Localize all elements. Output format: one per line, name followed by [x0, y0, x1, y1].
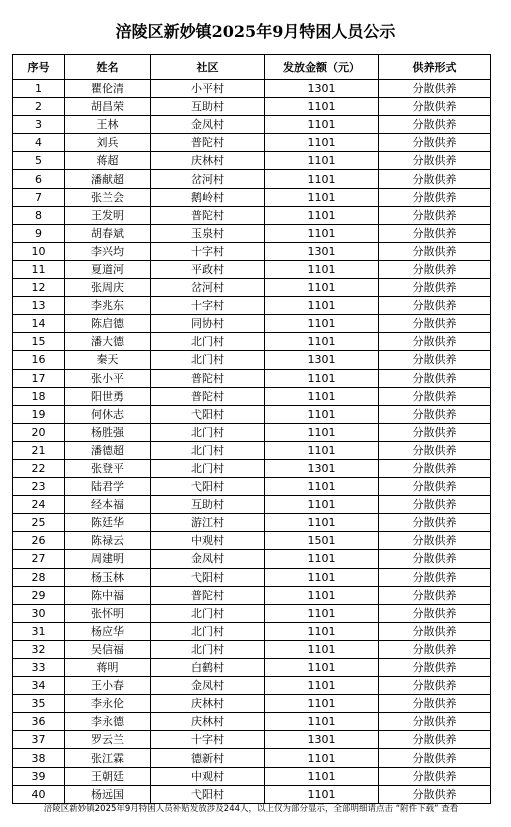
- cell-name: 陆君学: [65, 478, 151, 496]
- cell-support-type: 分散供养: [379, 152, 491, 170]
- cell-amount: 1301: [265, 80, 379, 98]
- cell-community: 庆林村: [151, 713, 265, 731]
- cell-amount: 1101: [265, 785, 379, 803]
- cell-amount: 1501: [265, 532, 379, 550]
- cell-community: 弋阳村: [151, 568, 265, 586]
- cell-name: 刘兵: [65, 134, 151, 152]
- cell-index: 22: [13, 459, 65, 477]
- cell-amount: 1101: [265, 695, 379, 713]
- cell-support-type: 分散供养: [379, 640, 491, 658]
- table-row: [13, 659, 491, 677]
- table-row: [13, 134, 491, 152]
- cell-support-type: 分散供养: [379, 98, 491, 116]
- cell-name: 陈中福: [65, 586, 151, 604]
- cell-support-type: 分散供养: [379, 80, 491, 98]
- cell-amount: 1101: [265, 677, 379, 695]
- cell-amount: 1101: [265, 152, 379, 170]
- cell-support-type: 分散供养: [379, 279, 491, 297]
- cell-community: 岔河村: [151, 170, 265, 188]
- cell-support-type: 分散供养: [379, 297, 491, 315]
- cell-index: 25: [13, 514, 65, 532]
- table-row: [13, 405, 491, 423]
- cell-name: 吴信福: [65, 640, 151, 658]
- cell-index: 33: [13, 659, 65, 677]
- table-row: [13, 441, 491, 459]
- cell-name: 张兰会: [65, 188, 151, 206]
- cell-support-type: 分散供养: [379, 260, 491, 278]
- table-row: [13, 423, 491, 441]
- cell-index: 3: [13, 116, 65, 134]
- cell-support-type: 分散供养: [379, 224, 491, 242]
- cell-index: 5: [13, 152, 65, 170]
- table-row: [13, 514, 491, 532]
- cell-amount: 1101: [265, 640, 379, 658]
- cell-amount: 1101: [265, 405, 379, 423]
- cell-name: 杨远国: [65, 785, 151, 803]
- cell-name: 张怀明: [65, 604, 151, 622]
- cell-community: 普陀村: [151, 369, 265, 387]
- cell-support-type: 分散供养: [379, 116, 491, 134]
- cell-index: 17: [13, 369, 65, 387]
- table-row: [13, 387, 491, 405]
- cell-index: 40: [13, 785, 65, 803]
- cell-amount: 1101: [265, 170, 379, 188]
- cell-name: 王小春: [65, 677, 151, 695]
- cell-name: 蒋超: [65, 152, 151, 170]
- cell-index: 8: [13, 206, 65, 224]
- cell-name: 张小平: [65, 369, 151, 387]
- cell-community: 庆林村: [151, 152, 265, 170]
- table-row: [13, 170, 491, 188]
- cell-community: 十字村: [151, 297, 265, 315]
- cell-community: 北门村: [151, 604, 265, 622]
- table-row: [13, 550, 491, 568]
- cell-index: 9: [13, 224, 65, 242]
- table-row: [13, 98, 491, 116]
- cell-support-type: 分散供养: [379, 622, 491, 640]
- cell-support-type: 分散供养: [379, 677, 491, 695]
- cell-name: 陈禄云: [65, 532, 151, 550]
- cell-index: 23: [13, 478, 65, 496]
- table-row: [13, 749, 491, 767]
- cell-amount: 1101: [265, 568, 379, 586]
- cell-community: 互助村: [151, 98, 265, 116]
- cell-index: 35: [13, 695, 65, 713]
- table-row: [13, 188, 491, 206]
- cell-index: 12: [13, 279, 65, 297]
- table-row: [13, 731, 491, 749]
- cell-amount: 1101: [265, 297, 379, 315]
- cell-community: 金凤村: [151, 677, 265, 695]
- header-row: [13, 55, 491, 80]
- cell-support-type: 分散供养: [379, 659, 491, 677]
- cell-support-type: 分散供养: [379, 134, 491, 152]
- cell-community: 普陀村: [151, 206, 265, 224]
- cell-name: 张周庆: [65, 279, 151, 297]
- cell-support-type: 分散供养: [379, 459, 491, 477]
- cell-support-type: 分散供养: [379, 170, 491, 188]
- cell-amount: 1101: [265, 260, 379, 278]
- table-row: [13, 242, 491, 260]
- cell-index: 39: [13, 767, 65, 785]
- cell-name: 杨应华: [65, 622, 151, 640]
- table-body: [13, 80, 491, 804]
- cell-community: 十字村: [151, 731, 265, 749]
- cell-index: 38: [13, 749, 65, 767]
- cell-support-type: 分散供养: [379, 369, 491, 387]
- cell-amount: 1301: [265, 242, 379, 260]
- cell-community: 北门村: [151, 459, 265, 477]
- cell-community: 金凤村: [151, 116, 265, 134]
- table-row: [13, 351, 491, 369]
- cell-support-type: 分散供养: [379, 604, 491, 622]
- cell-community: 普陀村: [151, 134, 265, 152]
- cell-index: 21: [13, 441, 65, 459]
- cell-amount: 1101: [265, 98, 379, 116]
- cell-name: 杨玉林: [65, 568, 151, 586]
- cell-amount: 1101: [265, 134, 379, 152]
- cell-community: 北门村: [151, 622, 265, 640]
- cell-name: 阳世勇: [65, 387, 151, 405]
- cell-name: 何休志: [65, 405, 151, 423]
- cell-amount: 1101: [265, 224, 379, 242]
- cell-community: 白鹤村: [151, 659, 265, 677]
- col-header-support-type: 供养形式: [379, 55, 491, 80]
- cell-amount: 1101: [265, 749, 379, 767]
- cell-support-type: 分散供养: [379, 532, 491, 550]
- cell-community: 北门村: [151, 423, 265, 441]
- cell-index: 24: [13, 496, 65, 514]
- cell-name: 瞿伦清: [65, 80, 151, 98]
- cell-amount: 1101: [265, 586, 379, 604]
- cell-index: 26: [13, 532, 65, 550]
- cell-amount: 1301: [265, 351, 379, 369]
- cell-community: 鹅岭村: [151, 188, 265, 206]
- table-row: [13, 260, 491, 278]
- cell-community: 北门村: [151, 333, 265, 351]
- cell-amount: 1101: [265, 713, 379, 731]
- cell-amount: 1101: [265, 315, 379, 333]
- cell-index: 6: [13, 170, 65, 188]
- cell-index: 4: [13, 134, 65, 152]
- cell-name: 胡春斌: [65, 224, 151, 242]
- cell-community: 普陀村: [151, 387, 265, 405]
- table-row: [13, 767, 491, 785]
- table-row: [13, 315, 491, 333]
- footnote: 涪陵区新妙镇2025年9月特困人员补贴发放涉及244人，以上仅为部分显示，全部明细请点击 “附件下载” 查看: [43, 804, 459, 814]
- table-row: [13, 224, 491, 242]
- cell-index: 36: [13, 713, 65, 731]
- table-header: [13, 55, 491, 80]
- cell-index: 37: [13, 731, 65, 749]
- cell-name: 罗云兰: [65, 731, 151, 749]
- cell-community: 平政村: [151, 260, 265, 278]
- table-row: [13, 279, 491, 297]
- cell-index: 7: [13, 188, 65, 206]
- cell-support-type: 分散供养: [379, 405, 491, 423]
- table-row: [13, 459, 491, 477]
- table-row: [13, 116, 491, 134]
- cell-name: 李兆东: [65, 297, 151, 315]
- cell-support-type: 分散供养: [379, 713, 491, 731]
- cell-support-type: 分散供养: [379, 695, 491, 713]
- cell-amount: 1101: [265, 279, 379, 297]
- cell-community: 十字村: [151, 242, 265, 260]
- cell-community: 互助村: [151, 496, 265, 514]
- cell-name: 李兴均: [65, 242, 151, 260]
- cell-amount: 1101: [265, 441, 379, 459]
- cell-community: 同协村: [151, 315, 265, 333]
- cell-amount: 1101: [265, 206, 379, 224]
- cell-index: 27: [13, 550, 65, 568]
- cell-amount: 1101: [265, 478, 379, 496]
- cell-community: 中观村: [151, 767, 265, 785]
- cell-amount: 1101: [265, 188, 379, 206]
- cell-name: 王林: [65, 116, 151, 134]
- cell-amount: 1101: [265, 659, 379, 677]
- table-row: [13, 713, 491, 731]
- cell-support-type: 分散供养: [379, 315, 491, 333]
- cell-name: 潘德超: [65, 441, 151, 459]
- cell-name: 夏道河: [65, 260, 151, 278]
- cell-community: 中观村: [151, 532, 265, 550]
- cell-name: 李永伦: [65, 695, 151, 713]
- cell-amount: 1101: [265, 496, 379, 514]
- cell-community: 北门村: [151, 640, 265, 658]
- cell-amount: 1101: [265, 767, 379, 785]
- cell-community: 弋阳村: [151, 785, 265, 803]
- cell-support-type: 分散供养: [379, 514, 491, 532]
- table-row: [13, 622, 491, 640]
- cell-support-type: 分散供养: [379, 188, 491, 206]
- cell-name: 王发明: [65, 206, 151, 224]
- cell-name: 陈廷华: [65, 514, 151, 532]
- cell-support-type: 分散供养: [379, 496, 491, 514]
- cell-index: 20: [13, 423, 65, 441]
- cell-support-type: 分散供养: [379, 423, 491, 441]
- table-row: [13, 677, 491, 695]
- cell-community: 庆林村: [151, 695, 265, 713]
- cell-name: 潘大德: [65, 333, 151, 351]
- cell-community: 玉泉村: [151, 224, 265, 242]
- cell-support-type: 分散供养: [379, 333, 491, 351]
- cell-name: 杨胜强: [65, 423, 151, 441]
- cell-index: 11: [13, 260, 65, 278]
- cell-index: 10: [13, 242, 65, 260]
- cell-name: 张登平: [65, 459, 151, 477]
- table-row: [13, 152, 491, 170]
- cell-amount: 1101: [265, 333, 379, 351]
- col-header-community: 社区: [151, 55, 265, 80]
- col-header-name: 姓名: [65, 55, 151, 80]
- table-row: [13, 568, 491, 586]
- cell-support-type: 分散供养: [379, 586, 491, 604]
- cell-index: 29: [13, 586, 65, 604]
- cell-community: 弋阳村: [151, 478, 265, 496]
- cell-amount: 1301: [265, 731, 379, 749]
- table-row: [13, 206, 491, 224]
- cell-index: 32: [13, 640, 65, 658]
- cell-support-type: 分散供养: [379, 387, 491, 405]
- cell-support-type: 分散供养: [379, 731, 491, 749]
- cell-support-type: 分散供养: [379, 550, 491, 568]
- cell-community: 弋阳村: [151, 405, 265, 423]
- recipients-table: [12, 54, 491, 804]
- table-row: [13, 640, 491, 658]
- cell-name: 经本福: [65, 496, 151, 514]
- table-row: [13, 80, 491, 98]
- cell-community: 普陀村: [151, 586, 265, 604]
- cell-name: 张江霖: [65, 749, 151, 767]
- cell-amount: 1101: [265, 116, 379, 134]
- cell-name: 秦天: [65, 351, 151, 369]
- col-header-index: 序号: [13, 55, 65, 80]
- cell-index: 28: [13, 568, 65, 586]
- cell-name: 胡昌荣: [65, 98, 151, 116]
- cell-name: 蒋明: [65, 659, 151, 677]
- table-row: [13, 478, 491, 496]
- cell-support-type: 分散供养: [379, 767, 491, 785]
- table-row: [13, 695, 491, 713]
- cell-support-type: 分散供养: [379, 441, 491, 459]
- cell-name: 李永德: [65, 713, 151, 731]
- cell-support-type: 分散供养: [379, 478, 491, 496]
- cell-support-type: 分散供养: [379, 206, 491, 224]
- cell-name: 潘献超: [65, 170, 151, 188]
- cell-community: 游江村: [151, 514, 265, 532]
- cell-community: 北门村: [151, 441, 265, 459]
- table-row: [13, 604, 491, 622]
- cell-support-type: 分散供养: [379, 568, 491, 586]
- table-row: [13, 586, 491, 604]
- page-title: 涪陵区新妙镇2025年9月特困人员公示: [115, 22, 396, 41]
- table-row: [13, 333, 491, 351]
- cell-community: 小平村: [151, 80, 265, 98]
- cell-community: 金凤村: [151, 550, 265, 568]
- cell-index: 14: [13, 315, 65, 333]
- table-row: [13, 532, 491, 550]
- cell-amount: 1101: [265, 550, 379, 568]
- cell-index: 31: [13, 622, 65, 640]
- cell-support-type: 分散供养: [379, 351, 491, 369]
- cell-support-type: 分散供养: [379, 785, 491, 803]
- cell-index: 30: [13, 604, 65, 622]
- cell-amount: 1101: [265, 387, 379, 405]
- cell-index: 2: [13, 98, 65, 116]
- cell-index: 18: [13, 387, 65, 405]
- cell-support-type: 分散供养: [379, 242, 491, 260]
- cell-amount: 1101: [265, 622, 379, 640]
- table-row: [13, 496, 491, 514]
- cell-name: 陈启德: [65, 315, 151, 333]
- cell-index: 16: [13, 351, 65, 369]
- cell-index: 13: [13, 297, 65, 315]
- cell-name: 周建明: [65, 550, 151, 568]
- table-row: [13, 297, 491, 315]
- cell-index: 34: [13, 677, 65, 695]
- cell-index: 1: [13, 80, 65, 98]
- cell-community: 德新村: [151, 749, 265, 767]
- table-row: [13, 369, 491, 387]
- col-header-amount: 发放金额（元）: [265, 55, 379, 80]
- cell-amount: 1101: [265, 604, 379, 622]
- cell-support-type: 分散供养: [379, 749, 491, 767]
- cell-index: 19: [13, 405, 65, 423]
- cell-amount: 1101: [265, 369, 379, 387]
- cell-name: 王朝廷: [65, 767, 151, 785]
- cell-community: 北门村: [151, 351, 265, 369]
- cell-amount: 1101: [265, 514, 379, 532]
- cell-amount: 1301: [265, 459, 379, 477]
- cell-index: 15: [13, 333, 65, 351]
- cell-community: 岔河村: [151, 279, 265, 297]
- cell-amount: 1101: [265, 423, 379, 441]
